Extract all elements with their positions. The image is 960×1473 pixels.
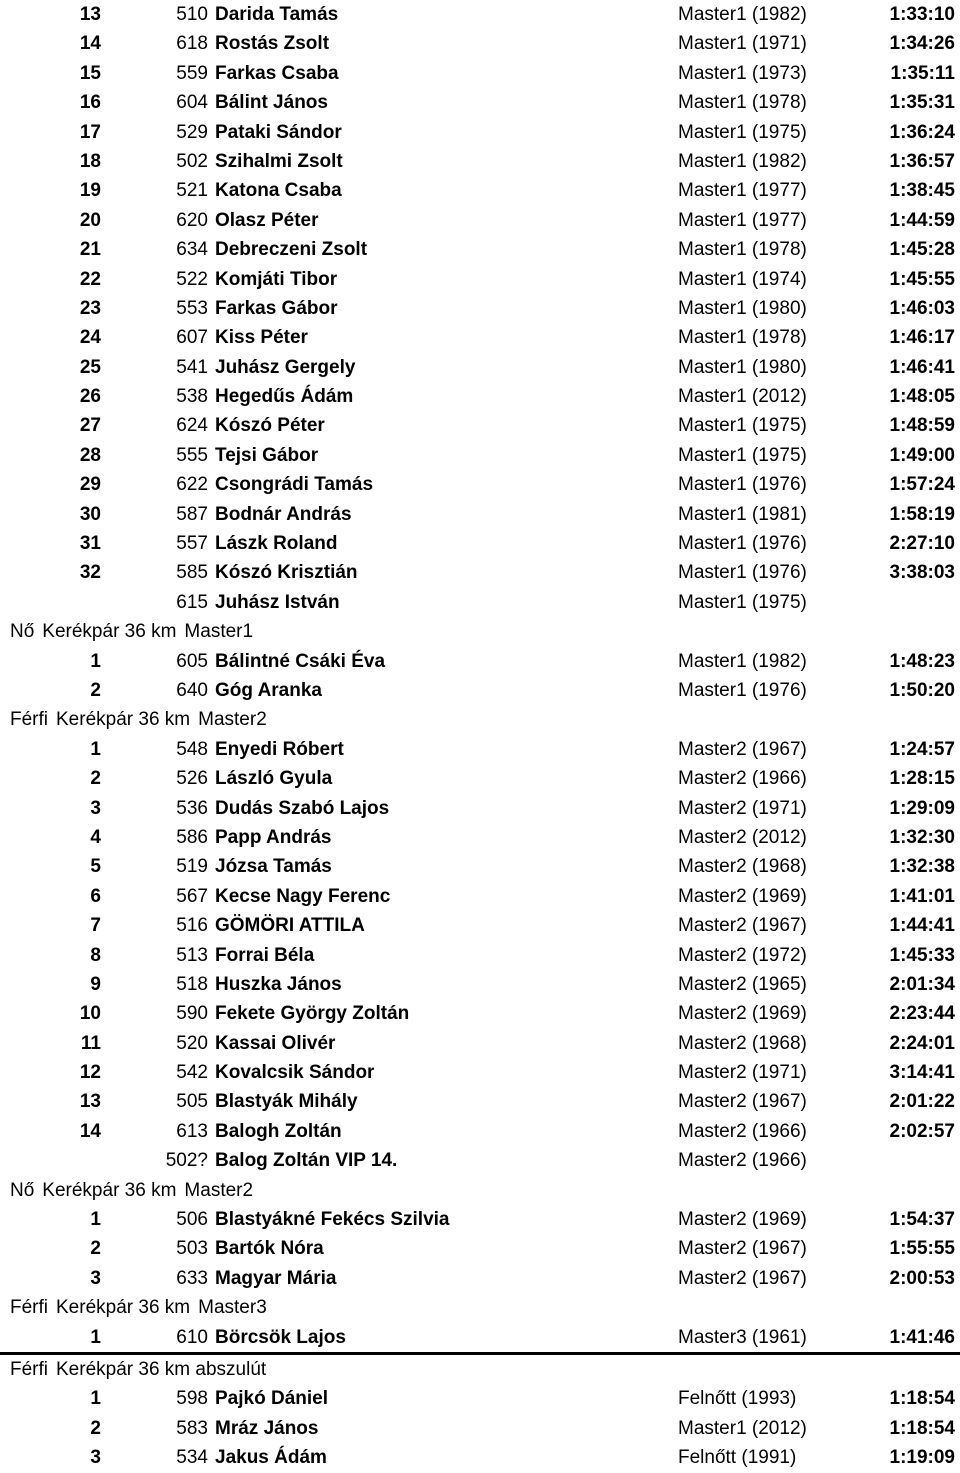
age-category-cell: Master1 (1975) [678, 444, 807, 466]
result-row [0, 235, 960, 264]
bib-number-cell: 502 [176, 150, 208, 172]
bib-number-cell: 598 [176, 1388, 208, 1410]
finish-time-cell: 1:54:37 [889, 1209, 955, 1231]
age-category-cell: Master1 (1978) [678, 239, 807, 261]
place-cell: 3 [90, 1267, 101, 1289]
finish-time-cell: 1:41:46 [889, 1326, 955, 1348]
place-cell: 8 [90, 944, 101, 966]
place-cell: 2 [90, 1417, 101, 1439]
result-row [0, 88, 960, 117]
competitor-name-cell: Kószó Krisztián [215, 562, 358, 584]
age-category-cell: Master1 (1982) [678, 4, 807, 25]
result-row [0, 676, 960, 705]
section-header [0, 1293, 960, 1322]
bib-number-cell: 553 [176, 297, 208, 319]
result-row [0, 558, 960, 587]
age-category-cell: Master2 (2012) [678, 826, 807, 848]
competitor-name-cell: Pajkó Dániel [215, 1388, 328, 1410]
bib-number-cell: 622 [176, 474, 208, 496]
bib-number-cell: 587 [176, 503, 208, 525]
competitor-name-cell: Tejsi Gábor [215, 444, 319, 466]
result-row [0, 647, 960, 676]
bib-number-cell: 559 [176, 62, 208, 84]
finish-time-cell: 1:36:57 [889, 150, 955, 172]
bib-number-cell: 513 [176, 944, 208, 966]
age-category-cell: Master2 (1967) [678, 915, 807, 937]
finish-time-cell: 1:57:24 [889, 474, 955, 496]
result-row [0, 852, 960, 881]
competitor-name-cell: Bálintné Csáki Éva [215, 650, 386, 672]
finish-time-cell: 1:18:54 [889, 1417, 955, 1439]
place-cell: 7 [90, 915, 101, 937]
age-category-cell: Master1 (1976) [678, 562, 807, 584]
bib-number-cell: 567 [176, 885, 208, 907]
competitor-name-cell: Kiss Péter [215, 327, 308, 349]
place-cell: 5 [90, 856, 101, 878]
age-category-cell: Master1 (1975) [678, 591, 807, 613]
finish-time-cell: 1:36:24 [889, 121, 955, 143]
competitor-name-cell: Józsa Tamás [215, 856, 332, 878]
place-cell: 17 [79, 121, 101, 143]
place-cell: 24 [79, 327, 101, 349]
age-category-cell: Master1 (1973) [678, 62, 807, 84]
age-category-cell: Master2 (1968) [678, 1032, 807, 1054]
place-cell [0, 1146, 101, 1175]
result-row [0, 529, 960, 558]
result-row [0, 882, 960, 911]
result-row [0, 1234, 960, 1263]
bib-number-cell: 613 [176, 1120, 208, 1142]
competitor-name-cell: Papp András [215, 826, 332, 848]
result-row [0, 29, 960, 58]
result-row [0, 147, 960, 176]
age-category-cell: Master2 (1967) [678, 1091, 807, 1113]
competitor-name-cell: Olasz Péter [215, 209, 319, 231]
section-title-category: Master2 [198, 709, 267, 731]
place-cell: 2 [90, 679, 101, 701]
result-row [0, 59, 960, 88]
bib-number-cell: 529 [176, 121, 208, 143]
bib-number-cell: 542 [176, 1062, 208, 1084]
result-row [0, 999, 960, 1028]
finish-time-cell: 1:49:00 [889, 444, 955, 466]
place-cell: 19 [79, 180, 101, 202]
finish-time-cell: 1:46:03 [889, 297, 955, 319]
finish-time-cell: 1:35:11 [890, 62, 955, 84]
bib-number-cell: 520 [176, 1032, 208, 1054]
bib-number-cell: 610 [176, 1326, 208, 1348]
place-cell: 21 [79, 239, 101, 261]
place-cell: 22 [79, 268, 101, 290]
bib-number-cell: 624 [176, 415, 208, 437]
finish-time-cell: 2:27:10 [889, 533, 955, 555]
competitor-name-cell: Csongrádi Tamás [215, 474, 374, 496]
place-cell: 25 [79, 356, 101, 378]
result-row [0, 353, 960, 382]
finish-time-cell: 1:48:05 [889, 386, 955, 408]
bib-number-cell: 583 [176, 1417, 208, 1439]
competitor-name-cell: Bartók Nóra [215, 1238, 324, 1260]
competitor-name-cell: Darida Tamás [215, 4, 339, 25]
competitor-name-cell: Kecse Nagy Ferenc [215, 885, 391, 907]
bib-number-cell: 505 [176, 1091, 208, 1113]
competitor-name-cell: Farkas Csaba [215, 62, 339, 84]
bib-number-cell: 518 [176, 973, 208, 995]
finish-time-cell: 1:45:55 [889, 268, 955, 290]
result-row [0, 735, 960, 764]
finish-time-cell: 1:45:33 [889, 944, 955, 966]
competitor-name-cell: GÖMÖRI ATTILA [215, 915, 365, 937]
section-title-category: Master3 [198, 1297, 267, 1319]
place-cell: 4 [90, 826, 101, 848]
competitor-name-cell: Magyar Mária [215, 1267, 337, 1289]
section-title-sport: Kerékpár 36 km [42, 621, 177, 643]
age-category-cell: Master3 (1961) [678, 1326, 807, 1348]
age-category-cell: Master2 (1971) [678, 1062, 807, 1084]
finish-time-cell: 2:24:01 [889, 1032, 955, 1054]
bib-number-cell: 618 [176, 33, 208, 55]
bib-number-cell: 607 [176, 327, 208, 349]
section-title-category: Master1 [184, 621, 254, 643]
finish-time-cell: 1:18:54 [889, 1388, 955, 1410]
place-cell: 28 [79, 444, 101, 466]
competitor-name-cell: Góg Aranka [215, 679, 322, 701]
place-cell: 2 [90, 768, 101, 790]
bib-number-cell: 521 [176, 180, 208, 202]
result-row [0, 265, 960, 294]
finish-time-cell: 1:48:23 [889, 650, 955, 672]
age-category-cell: Master1 (1974) [678, 268, 807, 290]
bib-number-cell: 541 [176, 356, 208, 378]
place-cell: 29 [79, 474, 101, 496]
finish-time-cell: 1:28:15 [889, 768, 955, 790]
finish-time-cell: 2:23:44 [889, 1003, 955, 1025]
finish-time-cell: 2:01:34 [889, 973, 955, 995]
bib-number-cell: 620 [176, 209, 208, 231]
place-cell: 13 [79, 4, 101, 25]
result-row [0, 1443, 960, 1472]
age-category-cell: Master1 (1981) [678, 503, 807, 525]
age-category-cell: Master1 (1975) [678, 415, 807, 437]
age-category-cell: Master2 (1972) [678, 944, 807, 966]
result-row [0, 176, 960, 205]
result-row [0, 323, 960, 352]
age-category-cell: Master2 (1968) [678, 856, 807, 878]
finish-time-cell: 1:24:57 [889, 738, 955, 760]
result-row [0, 970, 960, 999]
bib-number-cell: 536 [176, 797, 208, 819]
age-category-cell: Master2 (1966) [678, 1120, 807, 1142]
section-header [0, 1176, 960, 1205]
section-title-gender: Férfi [10, 1297, 48, 1319]
bib-number-cell: 604 [176, 92, 208, 114]
place-cell: 2 [90, 1238, 101, 1260]
competitor-name-cell: Rostás Zsolt [215, 33, 330, 55]
competitor-name-cell: Debreczeni Zsolt [215, 239, 368, 261]
section-title [10, 705, 275, 734]
competitor-name-cell: Bodnár András [215, 503, 352, 525]
competitor-name-cell: Szihalmi Zsolt [215, 150, 343, 172]
bib-number-cell: 522 [176, 268, 208, 290]
place-cell: 12 [79, 1062, 101, 1084]
result-row [0, 941, 960, 970]
age-category-cell: Master1 (1980) [678, 356, 807, 378]
result-row [0, 118, 960, 147]
bib-number-cell: 502? [165, 1150, 208, 1172]
place-cell [0, 588, 101, 617]
place-cell: 16 [79, 92, 101, 114]
finish-time-cell: 1:32:38 [889, 856, 955, 878]
finish-time-cell: 1:50:20 [889, 679, 955, 701]
section-title-sport: Kerékpár 36 km [42, 1179, 177, 1201]
bib-number-cell: 586 [176, 826, 208, 848]
competitor-name-cell: Forrai Béla [215, 944, 315, 966]
bib-number-cell: 526 [176, 768, 208, 790]
finish-time-cell: 3:38:03 [889, 562, 955, 584]
finish-time-cell: 1:45:28 [889, 239, 955, 261]
age-category-cell: Master1 (1977) [678, 180, 807, 202]
age-category-cell: Master1 (1982) [678, 650, 807, 672]
finish-time-cell: 1:19:09 [889, 1447, 955, 1469]
result-row [0, 206, 960, 235]
result-row [0, 1323, 960, 1355]
competitor-name-cell: Kovalcsik Sándor [215, 1062, 375, 1084]
result-row [0, 1058, 960, 1087]
section-header [0, 705, 960, 734]
age-category-cell: Master1 (1978) [678, 92, 807, 114]
result-row [0, 1117, 960, 1146]
age-category-cell: Master2 (1971) [678, 797, 807, 819]
finish-time-cell: 1:34:26 [889, 33, 955, 55]
section-title-gender: Férfi [10, 709, 48, 731]
place-cell: 18 [79, 150, 101, 172]
result-row [0, 1087, 960, 1116]
result-row [0, 764, 960, 793]
section-title-gender: Nő [10, 1179, 35, 1201]
competitor-name-cell: Farkas Gábor [215, 297, 338, 319]
age-category-cell: Master1 (2012) [678, 386, 807, 408]
bib-number-cell: 503 [176, 1238, 208, 1260]
place-cell: 15 [79, 62, 101, 84]
bib-number-cell: 615 [176, 591, 208, 613]
age-category-cell: Master1 (1982) [678, 150, 807, 172]
bib-number-cell: 605 [176, 650, 208, 672]
age-category-cell: Master1 (1971) [678, 33, 807, 55]
place-cell: 3 [90, 797, 101, 819]
competitor-name-cell: Blastyákné Fekécs Szilvia [215, 1209, 450, 1231]
competitor-name-cell: Lászk Roland [215, 533, 338, 555]
finish-time-cell: 1:41:01 [889, 885, 955, 907]
age-category-cell: Master2 (1969) [678, 885, 807, 907]
competitor-name-cell: Juhász Gergely [215, 356, 356, 378]
finish-time-cell: 3:14:41 [889, 1062, 955, 1084]
finish-time-cell: 1:44:41 [889, 915, 955, 937]
result-row [0, 294, 960, 323]
place-cell: 1 [90, 650, 101, 672]
competitor-name-cell: Kószó Péter [215, 415, 325, 437]
section-title-category: Master2 [184, 1179, 254, 1201]
competitor-name-cell: Börcsök Lajos [215, 1326, 346, 1348]
result-row [0, 0, 960, 29]
age-category-cell: Master1 (1975) [678, 121, 807, 143]
competitor-name-cell: Dudás Szabó Lajos [215, 797, 390, 819]
place-cell: 14 [79, 1120, 101, 1142]
age-category-cell: Master1 (1977) [678, 209, 807, 231]
bib-number-cell: 633 [176, 1267, 208, 1289]
bib-number-cell: 534 [176, 1447, 208, 1469]
age-category-cell: Felnőtt (1991) [678, 1447, 797, 1469]
place-cell: 6 [90, 885, 101, 907]
result-row [0, 1029, 960, 1058]
competitor-name-cell: Juhász István [215, 591, 340, 613]
bib-number-cell: 590 [176, 1003, 208, 1025]
place-cell: 3 [90, 1447, 101, 1469]
place-cell: 1 [90, 1388, 101, 1410]
competitor-name-cell: Komjáti Tibor [215, 268, 338, 290]
result-row [0, 1264, 960, 1293]
result-row [0, 1414, 960, 1443]
bib-number-cell: 557 [176, 533, 208, 555]
section-header [0, 617, 960, 646]
finish-time-cell: 1:46:17 [889, 327, 955, 349]
place-cell: 10 [79, 1003, 101, 1025]
age-category-cell: Master1 (1978) [678, 327, 807, 349]
result-row [0, 588, 960, 617]
place-cell: 11 [80, 1032, 101, 1054]
competitor-name-cell: László Gyula [215, 768, 333, 790]
result-row [0, 823, 960, 852]
result-row [0, 470, 960, 499]
place-cell: 27 [79, 415, 101, 437]
place-cell: 14 [79, 33, 101, 55]
section-title-sport: Kerékpár 36 km [56, 1297, 191, 1319]
place-cell: 30 [79, 503, 101, 525]
finish-time-cell: 1:32:30 [889, 826, 955, 848]
competitor-name-cell: Katona Csaba [215, 180, 342, 202]
age-category-cell: Felnőtt (1993) [678, 1388, 797, 1410]
bib-number-cell: 548 [176, 738, 208, 760]
finish-time-cell: 2:02:57 [889, 1120, 955, 1142]
finish-time-cell: 1:44:59 [889, 209, 955, 231]
age-category-cell: Master2 (1967) [678, 1267, 807, 1289]
result-row [0, 794, 960, 823]
age-category-cell: Master2 (1969) [678, 1003, 807, 1025]
competitor-name-cell: Kassai Olivér [215, 1032, 336, 1054]
finish-time-cell: 1:29:09 [889, 797, 955, 819]
result-row [0, 1205, 960, 1234]
section-title [10, 1355, 282, 1384]
result-row [0, 382, 960, 411]
result-row [0, 441, 960, 470]
competitor-name-cell: Mráz János [215, 1417, 319, 1439]
place-cell: 23 [79, 297, 101, 319]
result-row [0, 1146, 960, 1175]
finish-time-cell: 2:00:53 [889, 1267, 955, 1289]
competitor-name-cell: Bálint János [215, 92, 328, 114]
age-category-cell: Master2 (1967) [678, 1238, 807, 1260]
section-title-gender: Nő [10, 621, 35, 643]
bib-number-cell: 585 [176, 562, 208, 584]
finish-time-cell: 1:48:59 [889, 415, 955, 437]
bib-number-cell: 640 [176, 679, 208, 701]
finish-time-cell: 1:55:55 [889, 1238, 955, 1260]
section-title-gender: Férfi [10, 1358, 48, 1380]
section-header [0, 1355, 960, 1384]
age-category-cell: Master1 (1980) [678, 297, 807, 319]
age-category-cell: Master2 (1965) [678, 973, 807, 995]
age-category-cell: Master1 (2012) [678, 1417, 807, 1439]
place-cell: 1 [90, 1209, 101, 1231]
place-cell: 9 [90, 973, 101, 995]
finish-time-cell: 2:01:22 [889, 1091, 955, 1113]
place-cell: 26 [79, 386, 101, 408]
age-category-cell: Master2 (1966) [678, 1150, 807, 1172]
place-cell: 32 [79, 562, 101, 584]
age-category-cell: Master1 (1976) [678, 679, 807, 701]
result-row [0, 500, 960, 529]
result-row [0, 1384, 960, 1413]
age-category-cell: Master2 (1969) [678, 1209, 807, 1231]
finish-time-cell: 1:38:45 [889, 180, 955, 202]
place-cell: 1 [90, 738, 101, 760]
competitor-name-cell: Enyedi Róbert [215, 738, 344, 760]
competitor-name-cell: Pataki Sándor [215, 121, 342, 143]
section-title [10, 617, 261, 646]
finish-time-cell: 1:35:31 [889, 92, 955, 114]
finish-time-cell: 1:58:19 [889, 503, 955, 525]
age-category-cell: Master2 (1967) [678, 738, 807, 760]
bib-number-cell: 506 [176, 1209, 208, 1231]
competitor-name-cell: Fekete György Zoltán [215, 1003, 410, 1025]
finish-time-cell: 1:46:41 [889, 356, 955, 378]
competitor-name-cell: Balog Zoltán VIP 14. [215, 1150, 398, 1172]
result-row [0, 911, 960, 940]
bib-number-cell: 510 [176, 4, 208, 25]
place-cell: 1 [90, 1326, 101, 1348]
age-category-cell: Master2 (1966) [678, 768, 807, 790]
bib-number-cell: 538 [176, 386, 208, 408]
place-cell: 13 [79, 1091, 101, 1113]
competitor-name-cell: Jakus Ádám [215, 1447, 327, 1469]
finish-time-cell: 1:33:10 [889, 4, 955, 25]
competitor-name-cell: Blastyák Mihály [215, 1091, 358, 1113]
competitor-name-cell: Balogh Zoltán [215, 1120, 342, 1142]
competitor-name-cell: Hegedűs Ádám [215, 386, 354, 408]
place-cell: 31 [79, 533, 101, 555]
bib-number-cell: 519 [176, 856, 208, 878]
competitor-name-cell: Huszka János [215, 973, 342, 995]
bib-number-cell: 555 [176, 444, 208, 466]
place-cell: 20 [79, 209, 101, 231]
section-title [10, 1293, 275, 1322]
age-category-cell: Master1 (1976) [678, 533, 807, 555]
bib-number-cell: 634 [176, 239, 208, 261]
age-category-cell: Master1 (1976) [678, 474, 807, 496]
section-title-sport: Kerékpár 36 km abszulút [56, 1358, 267, 1380]
section-title [10, 1176, 261, 1205]
bib-number-cell: 516 [176, 915, 208, 937]
section-title-sport: Kerékpár 36 km [56, 709, 191, 731]
result-row [0, 411, 960, 440]
